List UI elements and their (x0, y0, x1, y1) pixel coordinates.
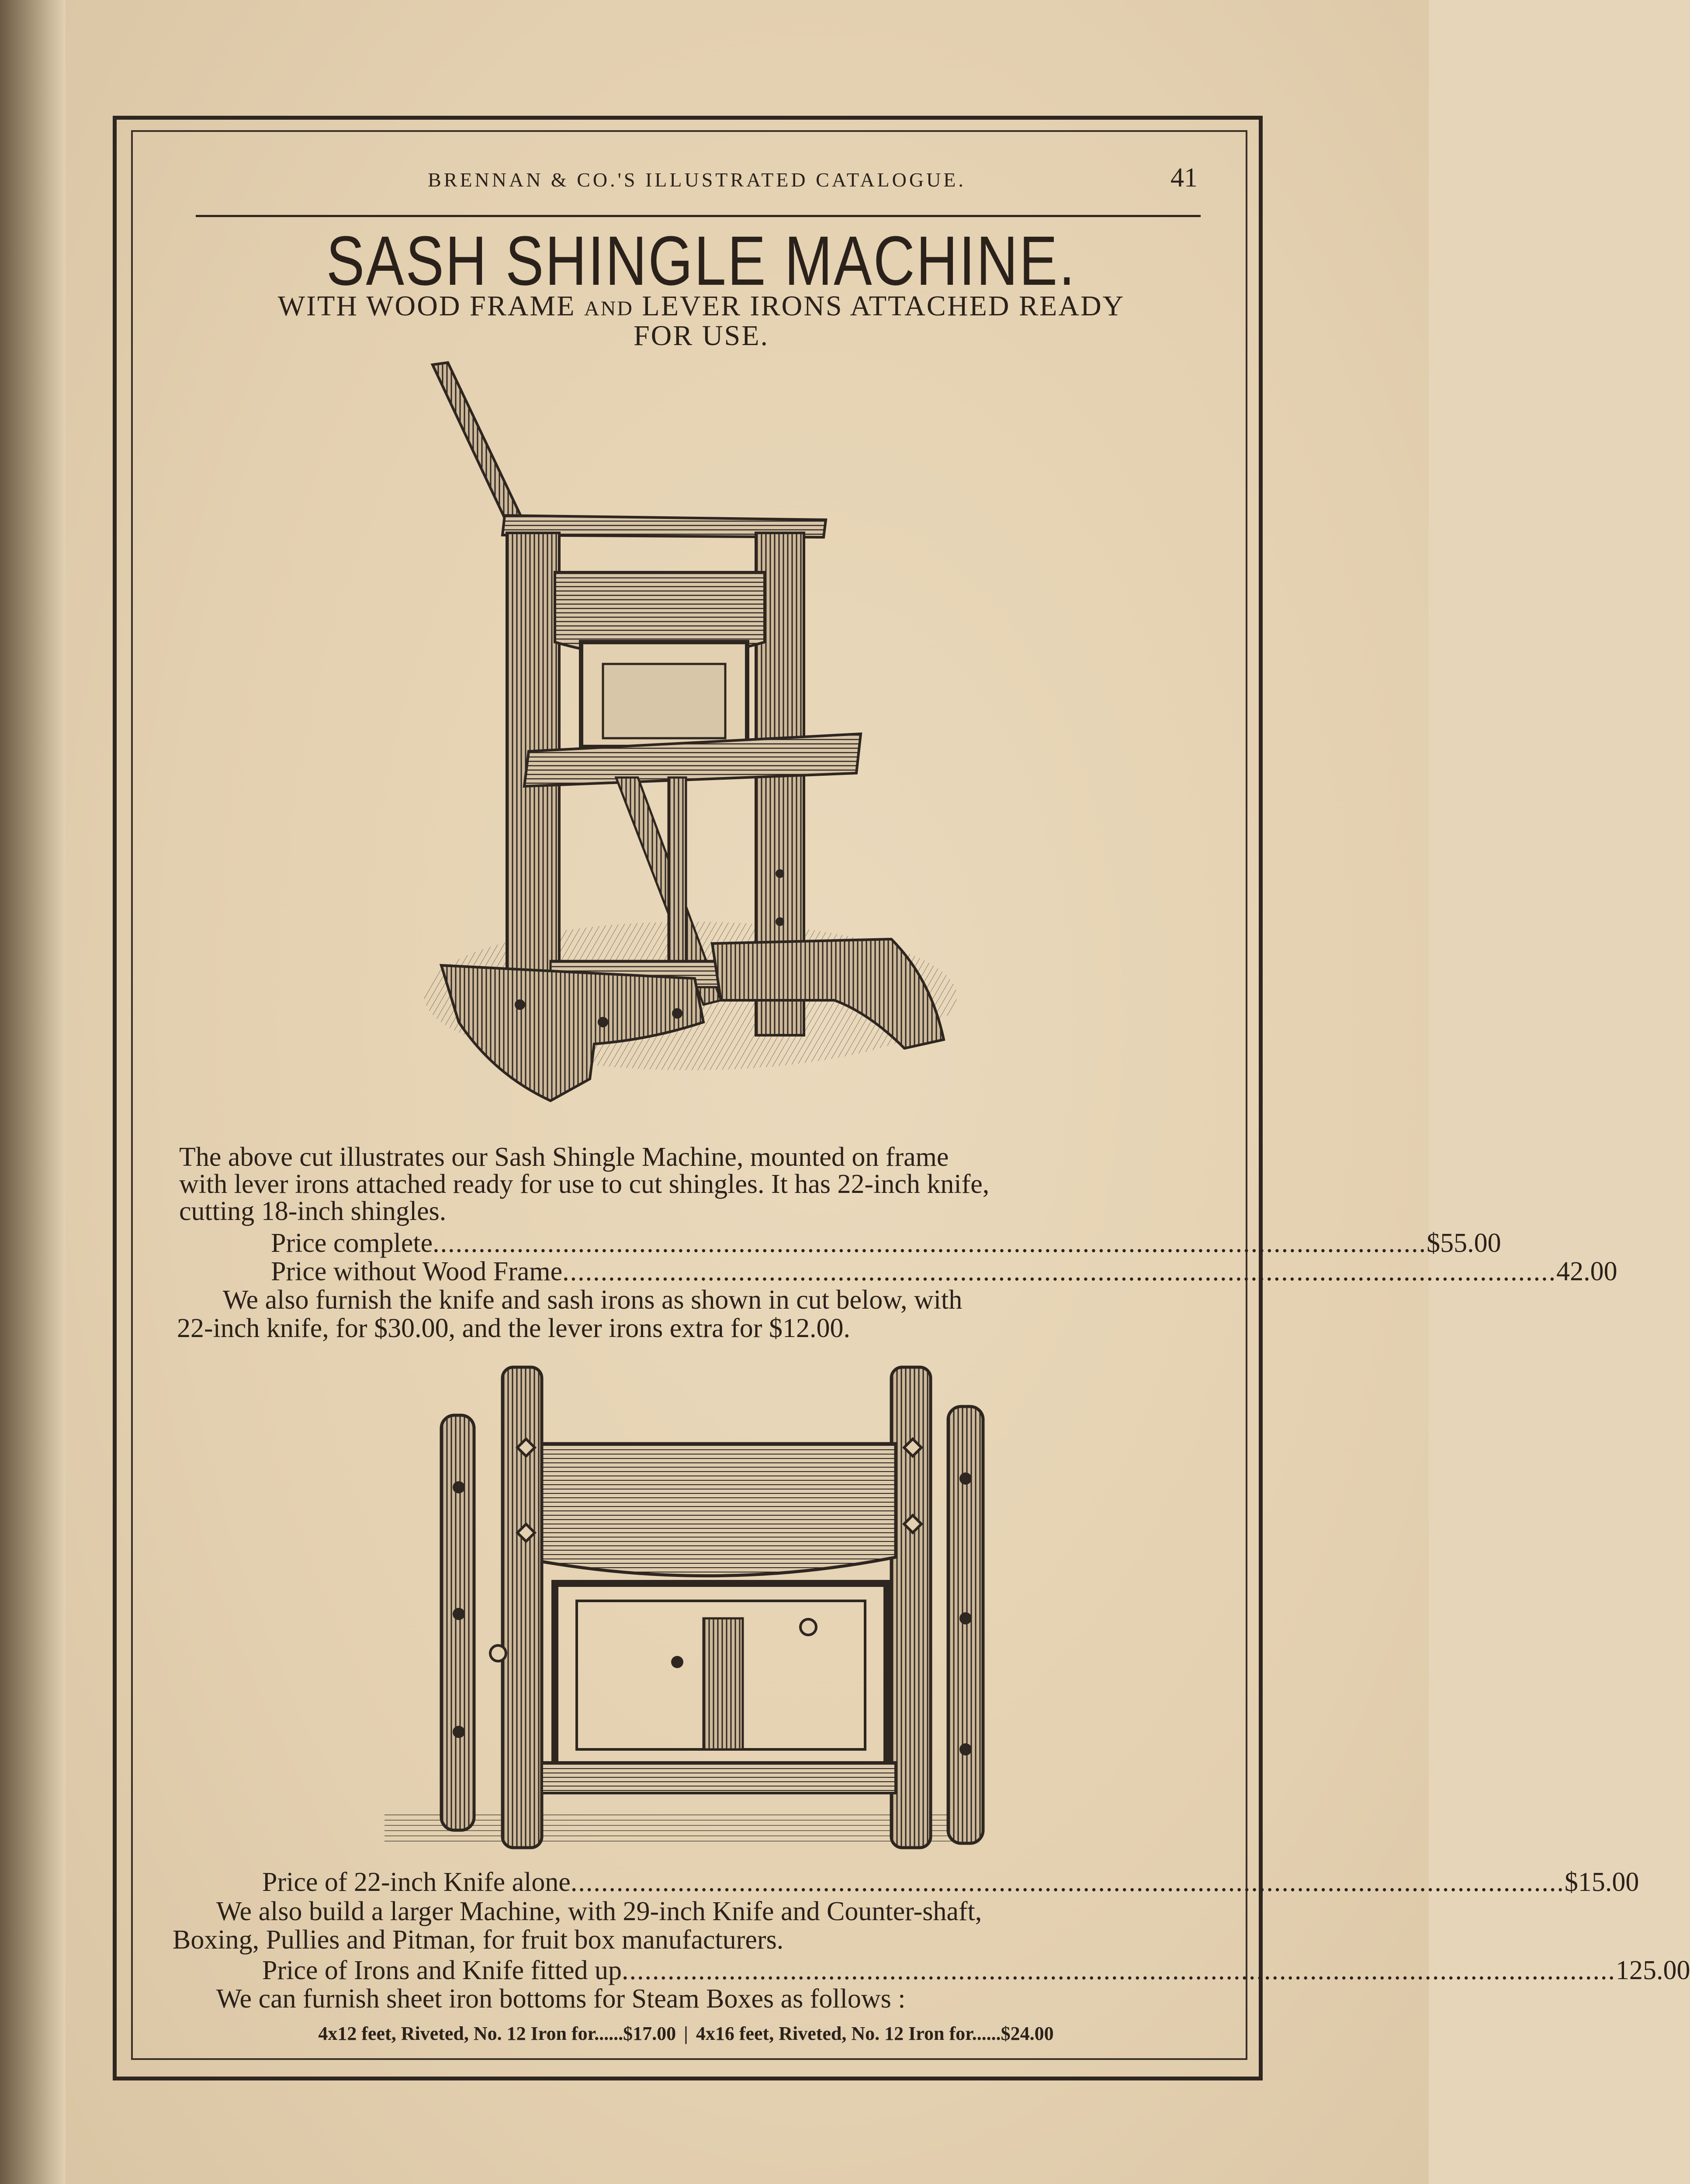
page-number: 41 (1171, 163, 1198, 193)
subtitle-part1: WITH WOOD FRAME (277, 290, 576, 322)
price-complete-label: Price complete (271, 1228, 433, 1258)
price-knife-label: Price of 22-inch Knife alone (262, 1867, 571, 1897)
steam-box-2-value: $24.00 (1001, 2023, 1054, 2044)
leader-dots: .................................................................................................................................. (433, 1228, 1427, 1258)
price-without-frame-value: 42.00 (1556, 1257, 1617, 1286)
leader-dots: .................................................................................................................................. (562, 1257, 1557, 1286)
para2-line1: We also furnish the knife and sash irons as shown in cut below, with (223, 1285, 963, 1315)
para4: We can furnish sheet iron bottoms for Steam Boxes as follows : (216, 1984, 906, 2014)
leader-dots: ...... (972, 2023, 1001, 2044)
running-head: BRENNAN & CO.'S ILLUSTRATED CATALOGUE. (428, 169, 966, 191)
price-knife-value: $15.00 (1564, 1867, 1639, 1897)
book-binding-shadow (0, 0, 66, 2184)
para1-line2: with lever irons attached ready for use to cut shingles. It has 22-inch knife, (179, 1169, 990, 1199)
steam-box-1-label: 4x12 feet, Riveted, No. 12 Iron for (318, 2023, 595, 2044)
header-rule (196, 215, 1201, 217)
para1-line3: cutting 18-inch shingles. (179, 1196, 447, 1226)
steam-box-prices (170, 2022, 1202, 2045)
steam-box-2-label: 4x16 feet, Riveted, No. 12 Iron for (696, 2023, 972, 2044)
subtitle-part2: LEVER IRONS ATTACHED READY (642, 290, 1125, 322)
price-without-frame-label: Price without Wood Frame (271, 1257, 563, 1286)
subtitle-line2: FOR USE. (633, 320, 769, 352)
leader-dots: .................................................................................................................................. (570, 1867, 1565, 1897)
price-irons-line (262, 1956, 1690, 1985)
price-complete-value: $55.00 (1427, 1228, 1501, 1258)
subtitle-and: AND (584, 297, 634, 320)
shingle-machine-illustration (406, 358, 974, 1136)
para2-line2: 22-inch knife, for $30.00, and the lever irons extra for $12.00. (177, 1313, 850, 1343)
leader-dots: ...... (594, 2023, 623, 2044)
steam-box-1-value: $17.00 (623, 2023, 676, 2044)
steam-box-1 (318, 2022, 676, 2045)
para3-line1: We also build a larger Machine, with 29-inch Knife and Counter-shaft, (216, 1897, 982, 1926)
para1-line1: The above cut illustrates our Sash Shingle Machine, mounted on frame (179, 1142, 949, 1172)
knife-and-sash-irons-illustration (371, 1356, 1005, 1872)
para3-line2: Boxing, Pullies and Pitman, for fruit box manufacturers. (173, 1925, 784, 1955)
page-subtitle (192, 290, 1210, 352)
leader-dots: .................................................................................................................................. (621, 1956, 1616, 1985)
separator-bar: | (684, 2023, 688, 2044)
price-without-frame-line (271, 1257, 1617, 1286)
price-knife-line (262, 1867, 1639, 1897)
price-irons-value: 125.00 (1615, 1956, 1690, 1985)
steam-box-2 (696, 2022, 1054, 2045)
page-title: SASH SHINGLE MACHINE. (326, 221, 1077, 300)
price-complete-line (271, 1228, 1501, 1258)
price-irons-label: Price of Irons and Knife fitted up (262, 1956, 622, 1985)
